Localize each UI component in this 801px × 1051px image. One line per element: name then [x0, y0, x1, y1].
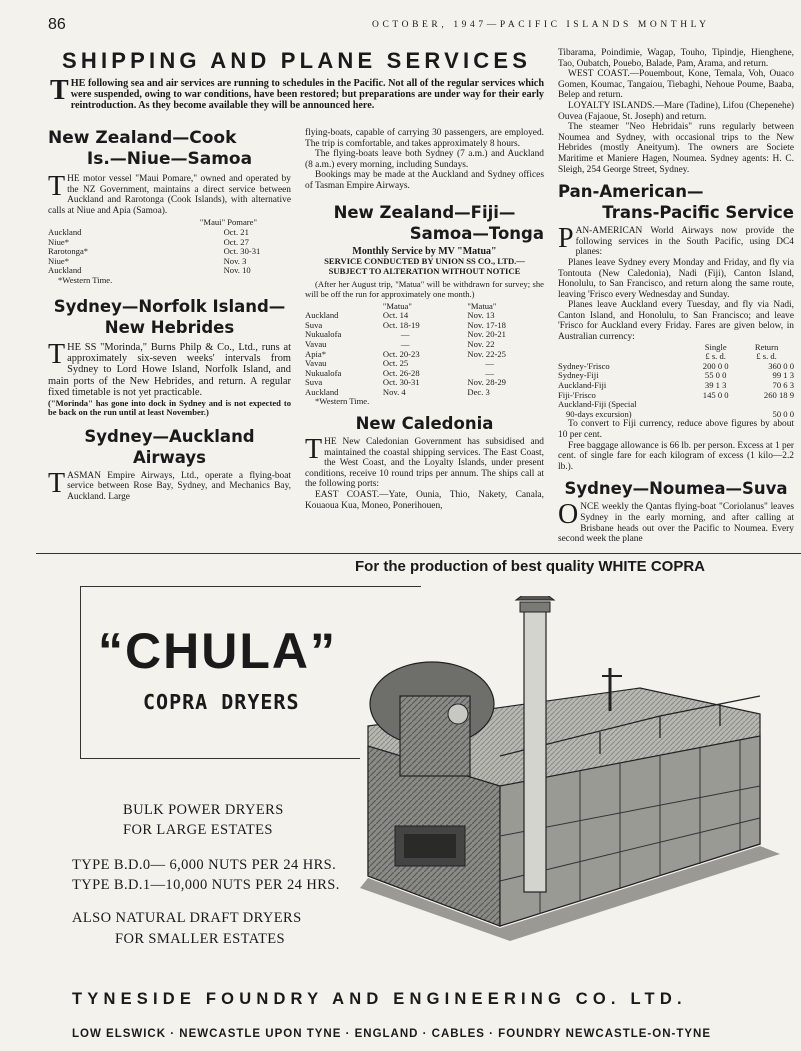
table-row: Rarotonga* Oct. 30-31	[48, 246, 261, 257]
table-row: Fiji-'Frisco 145 0 0 260 18 9	[558, 389, 794, 400]
heading-pan-american-1: Pan-American—	[558, 182, 704, 202]
matua-table	[305, 302, 544, 398]
ad-brand: “CHULA”	[98, 623, 337, 679]
heading-sydney-noumea: Sydney—Noumea—Suva	[564, 479, 788, 499]
heading-sydney-auckland-2: Airways	[132, 447, 206, 467]
sydney-norfolk-note: ("Morinda" has gone into dock in Sydney and is not expected to be back on the run until at least November.)	[48, 397, 291, 418]
table-row: Apia* Oct. 20-23 Nov. 22-25	[305, 348, 506, 359]
ad-frame-bottom	[80, 758, 360, 759]
table-row: Auckland Nov. 4 Dec. 3	[305, 386, 490, 397]
table-row: Auckland Oct. 21	[48, 226, 249, 237]
nz-cook-paragraph: THE motor vessel "Maui Pomare," owned and operated by the NZ Government, maintains a direct service between Auckland and Rarotonga (Cook Islands), with alternative calls at Niue and Apia (Samoa).	[48, 171, 291, 216]
ad-line-4: TYPE B.D.1—10,000 NUTS PER 24 HRS.	[72, 877, 340, 893]
heading-pan-american-2: Trans-Pacific Service	[602, 203, 794, 223]
ad-line-3: TYPE B.D.0— 6,000 NUTS PER 24 HRS.	[72, 857, 337, 873]
table-row: Sydney-Fiji 55 0 0 99 1 3	[558, 370, 794, 381]
pan-american-para5: Free baggage allowance is 66 lb. per person. Excess at 1 per cent. of single fare for each kilogram of excess (1 kilo—2.2 lb.).	[558, 440, 794, 472]
ad-company: TYNESIDE FOUNDRY AND ENGINEERING CO. LTD.	[72, 990, 687, 1008]
copra-dryer-illustration	[340, 596, 786, 972]
sydney-auckland-continued: flying-boats, capable of carrying 30 passengers, are employed. The trip is comfortable, and takes approximately 8 hours.	[305, 128, 544, 149]
sydney-auckland-para3: Bookings may be made at the Auckland and Sydney offices of Tasman Empire Airways.	[305, 170, 544, 191]
table-units-row: £ s. d. £ s. d.	[705, 351, 777, 362]
main-heading: SHIPPING AND PLANE SERVICES	[62, 48, 532, 73]
heading-nz-cook-1: New Zealand—Cook	[48, 128, 237, 148]
column-1	[48, 128, 291, 503]
table-row: Auckland Nov. 10	[48, 265, 251, 276]
heading-nz-cook-2: Is.—Niue—Samoa	[86, 149, 253, 169]
ad-line-5: ALSO NATURAL DRAFT DRYERS	[72, 910, 302, 926]
ad-product: COPRA DRYERS	[143, 690, 300, 714]
table-row: Nukualofa Oct. 26-28 —	[305, 367, 494, 378]
ad-line-2: FOR LARGE ESTATES	[123, 822, 273, 838]
table-row: Vavau — Nov. 22	[305, 338, 495, 349]
nz-fiji-paragraph: (After her August trip, "Matua" will be withdrawn for survey; she will be off the run for approximately one month.)	[305, 279, 544, 299]
page-number: 86	[48, 16, 66, 33]
sydney-auckland-paragraph: TASMAN Empire Airways, Ltd., operate a flying-boat service between Rose Bay, Sydney, and Mechanics Bay, Auckland. Large	[48, 467, 291, 502]
maui-pomare-table	[48, 228, 291, 276]
section-divider	[36, 553, 801, 554]
heading-sydney-norfolk-2: New Hebrides	[104, 317, 235, 337]
ad-top-line: For the production of best quality WHITE COPRA	[355, 558, 705, 575]
pan-american-para4: To convert to Fiji currency, reduce above figures by about 10 per cent.	[558, 419, 794, 440]
nz-cook-note: *Western Time.	[58, 274, 113, 285]
pan-american-paragraph: PAN-AMERICAN World Airways now provide the following services in the South Pacific, using DC4 planes:	[558, 223, 794, 258]
sydney-auckland-para2: The flying-boats leave both Sydney (7 a.m.) and Auckland (8 a.m.) every morning, including Sundays.	[305, 149, 544, 170]
new-caledonia-paragraph: THE New Caledonian Government has subsidised and maintained the coastal shipping services. The East Coast, the West Coast, and the Loyalty Islands, under present conditions, receive 10 round trips per annum. The ships call at the following ports:	[305, 434, 544, 490]
table-row: 90-days excursion) 50 0 0	[566, 408, 794, 419]
new-caledonia-loyalty: LOYALTY ISLANDS.—Mare (Tadine), Lifou (Chepenehe) Ouvea (Fajaoue, St. Joseph) and return.	[558, 100, 794, 122]
sydney-norfolk-paragraph: THE SS "Morinda," Burns Philp & Co., Ltd., runs at approximately six-seven weeks' intervals from Sydney to Lord Howe Island, Norfolk Island, and main ports of the New Hebrides, and return. A regular fixed timetable is not yet practicable.	[48, 338, 291, 399]
ad-line-1: BULK POWER DRYERS	[123, 802, 284, 818]
heading-new-caledonia: New Caledonia	[355, 414, 494, 434]
ad-line-6: FOR SMALLER ESTATES	[115, 931, 285, 947]
nz-fiji-conducted: SERVICE CONDUCTED BY UNION SS CO., LTD.—SUBJECT TO ALTERATION WITHOUT NOTICE	[324, 256, 525, 276]
pan-american-para2: Planes leave Sydney every Monday and Friday, and fly via Tontouta (New Caledonia), Nadi (Fiji), Canton Island, Honolulu, to San Francisco, and return along the same route, leaving 'Frisco every Wednesday and Sunday.	[558, 257, 794, 300]
intro-dropcap: T	[50, 75, 69, 106]
table-row: Auckland-Fiji 39 1 3 70 6 3	[558, 380, 794, 391]
table-row: Nukualofa — Nov. 20-21	[305, 329, 506, 340]
table-row: Vavau Oct. 25 —	[305, 358, 494, 369]
new-caledonia-east-coast: EAST COAST.—Yate, Ounia, Thio, Nakety, Canala, Kouaoua Kua, Moneo, Ponerihouen,	[305, 490, 544, 511]
table-row: Niue* Oct. 27	[48, 236, 249, 247]
ad-address: LOW ELSWICK · NEWCASTLE UPON TYNE · ENGLAND · CABLES · FOUNDRY NEWCASTLE-ON-TYNE	[72, 1028, 712, 1040]
nz-fiji-note: *Western Time.	[315, 396, 370, 407]
table-row: Auckland Oct. 14 Nov. 13	[305, 310, 495, 321]
heading-nz-fiji-1: New Zealand—Fiji—	[333, 202, 516, 222]
table-row: Suva Oct. 18-19 Nov. 17-18	[305, 319, 506, 330]
table-row: Niue* Nov. 3	[48, 255, 247, 266]
heading-nz-fiji-2: Samoa—Tonga	[409, 223, 544, 243]
pan-american-para3: Planes leave Auckland every Tuesday, and fly via Nadi, Canton Island, and Honolulu, to San Francisco; and leave 'Frisco for Auckland every Friday. Fares are given below, in Australian currency:	[558, 300, 794, 343]
table-header-row: Single Return	[704, 341, 779, 352]
heading-sydney-norfolk-1: Sydney—Norfolk Island—	[53, 296, 286, 316]
table-row: Suva Oct. 30-31 Nov. 28-29	[305, 377, 506, 388]
new-caledonia-continued: Tibarama, Poindimie, Wagap, Touho, Tipindje, Hienghene, Tao, Oubatch, Pouebo, Balade, Pam, Arama, and return.	[558, 48, 794, 69]
heading-sydney-auckland-1: Sydney—Auckland	[84, 426, 255, 446]
new-caledonia-west-coast: WEST COAST.—Pouembout, Kone, Temala, Voh, Ouaco Gomen, Koumac, Tangaiou, Tiebaghi, Nehoue Poume, Baaba, Belep and return.	[558, 69, 794, 101]
column-3	[558, 48, 794, 545]
column-2	[305, 128, 544, 511]
new-caledonia-neo: The steamer "Neo Hebridais" runs regularly between Noumea and Sydney, with occasional trips to the New Hebrides (mostly Aneityum). The owners are Societe Maritime et Maniere Hagen, Noumea. Sydney agents: H. C. Sleigh, 254 George Street, Sydney.	[558, 122, 794, 175]
nz-fiji-subheading: Monthly Service by MV "Matua"	[352, 245, 497, 257]
running-head: OCTOBER, 1947—PACIFIC ISLANDS MONTHLY	[372, 20, 710, 30]
table-row: Sydney-'Frisco 200 0 0 360 0 0	[558, 360, 794, 371]
intro-paragraph: THE following sea and air services are running to schedules in the Pacific. Not all of the regular services which were suspended, owing to war conditions, have been restored; but preparations are under way for their early reintroduction. As they become available they will be announced here.	[50, 75, 544, 112]
table-header-row: "Matua" "Matua"	[382, 300, 497, 311]
sydney-noumea-paragraph: ONCE weekly the Qantas flying-boat "Coriolanus" leaves Sydney in the early morning, and after calling at Brisbane heads out over the Pacific to Noumea. Every second week the plane	[558, 499, 794, 545]
table-row: Auckland-Fiji (Special	[558, 399, 637, 410]
maui-table-header: "Maui" Pomare"	[199, 217, 257, 228]
fares-table	[558, 343, 794, 420]
